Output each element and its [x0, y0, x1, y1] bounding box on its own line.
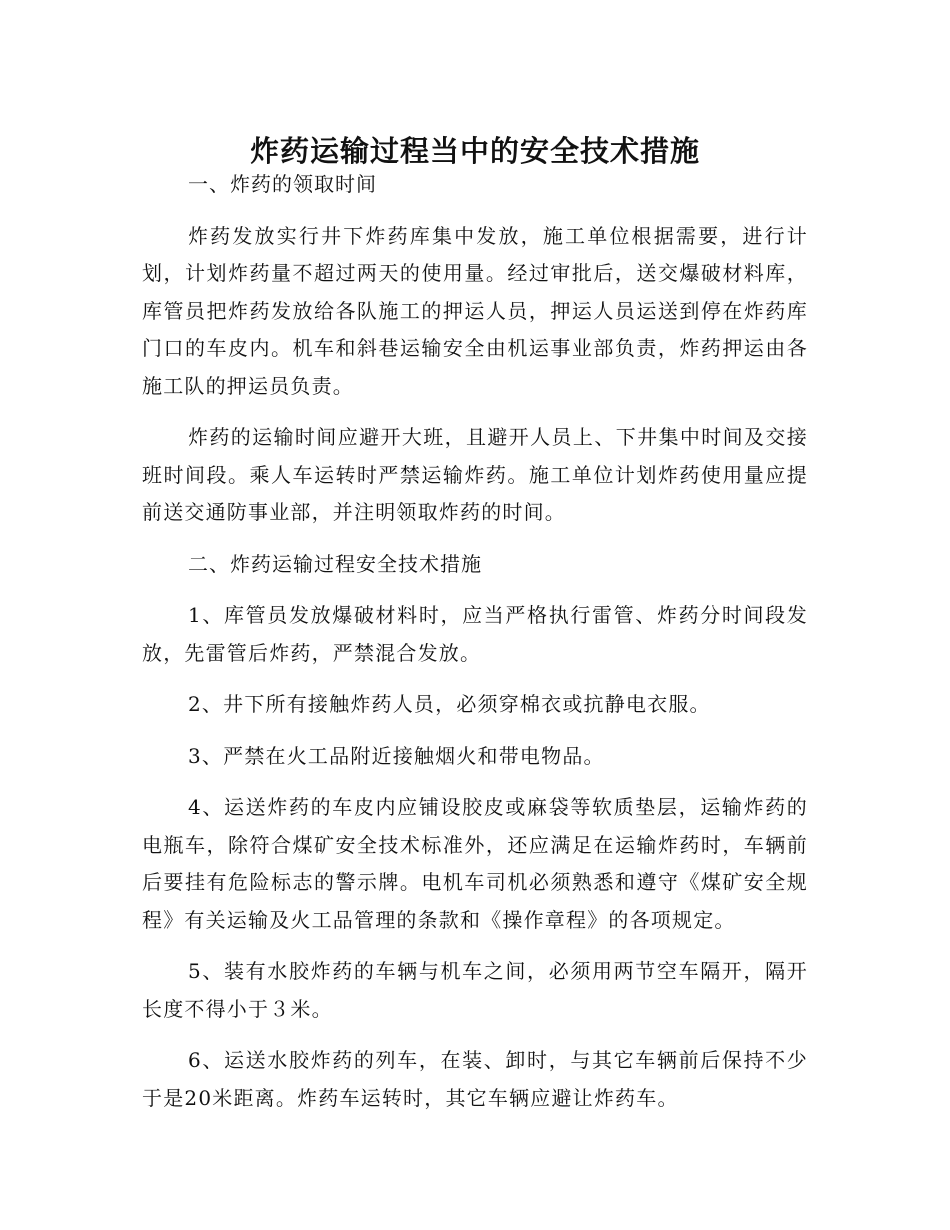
- document-title: 炸药运输过程当中的安全技术措施: [249, 134, 700, 169]
- section-heading: 一、炸药的领取时间: [188, 172, 377, 196]
- body-paragraph: 炸药发放实行井下炸药库集中发放，施工单位根据需要，进行计划，计划炸药量不超过两天的使用量。经过审批后，送交爆破材料库，库管员把炸药发放给各队施工的押运人员，押运人员运送到停在炸药库门口的车皮内。机车和斜巷运输安全由机运事业部负责，炸药押运由各施工队的押运员负责。: [142, 223, 808, 398]
- list-item: 5、装有水胶炸药的车辆与机车之间，必须用两节空车隔开，隔开长度不得小于３米。: [142, 959, 808, 1021]
- list-item: 6、运送水胶炸药的列车，在装、卸时，与其它车辆前后保持不少于是20米距离。炸药车运转时，其它车辆应避让炸药车。: [142, 1048, 808, 1110]
- list-item: 2、井下所有接触炸药人员，必须穿棉衣或抗静电衣服。: [188, 692, 711, 716]
- list-item: 3、严禁在火工品附近接触烟火和带电物品。: [188, 743, 605, 768]
- section-heading: 二、炸药运输过程安全技术措施: [188, 551, 482, 576]
- document-body: [142, 166, 808, 1117]
- list-item: 1、库管员发放爆破材料时，应当严格执行雷管、炸药分时间段发放，先雷管后炸药，严禁混合发放。: [142, 603, 808, 665]
- list-item: 4、运送炸药的车皮内应铺设胶皮或麻袋等软质垫层，运输炸药的电瓶车，除符合煤矿安全技术标准外，还应满足在运输炸药时，车辆前后要挂有危险标志的警示牌。电机车司机必须熟悉和遵守《煤矿安全规程》有关运输及火工品管理的条款和《操作章程》的各项规定。: [142, 795, 808, 932]
- body-paragraph: 炸药的运输时间应避开大班，且避开人员上、下井集中时间及交接班时间段。乘人车运转时严禁运输炸药。施工单位计划炸药使用量应提前送交通防事业部，并注明领取炸药的时间。: [142, 425, 808, 524]
